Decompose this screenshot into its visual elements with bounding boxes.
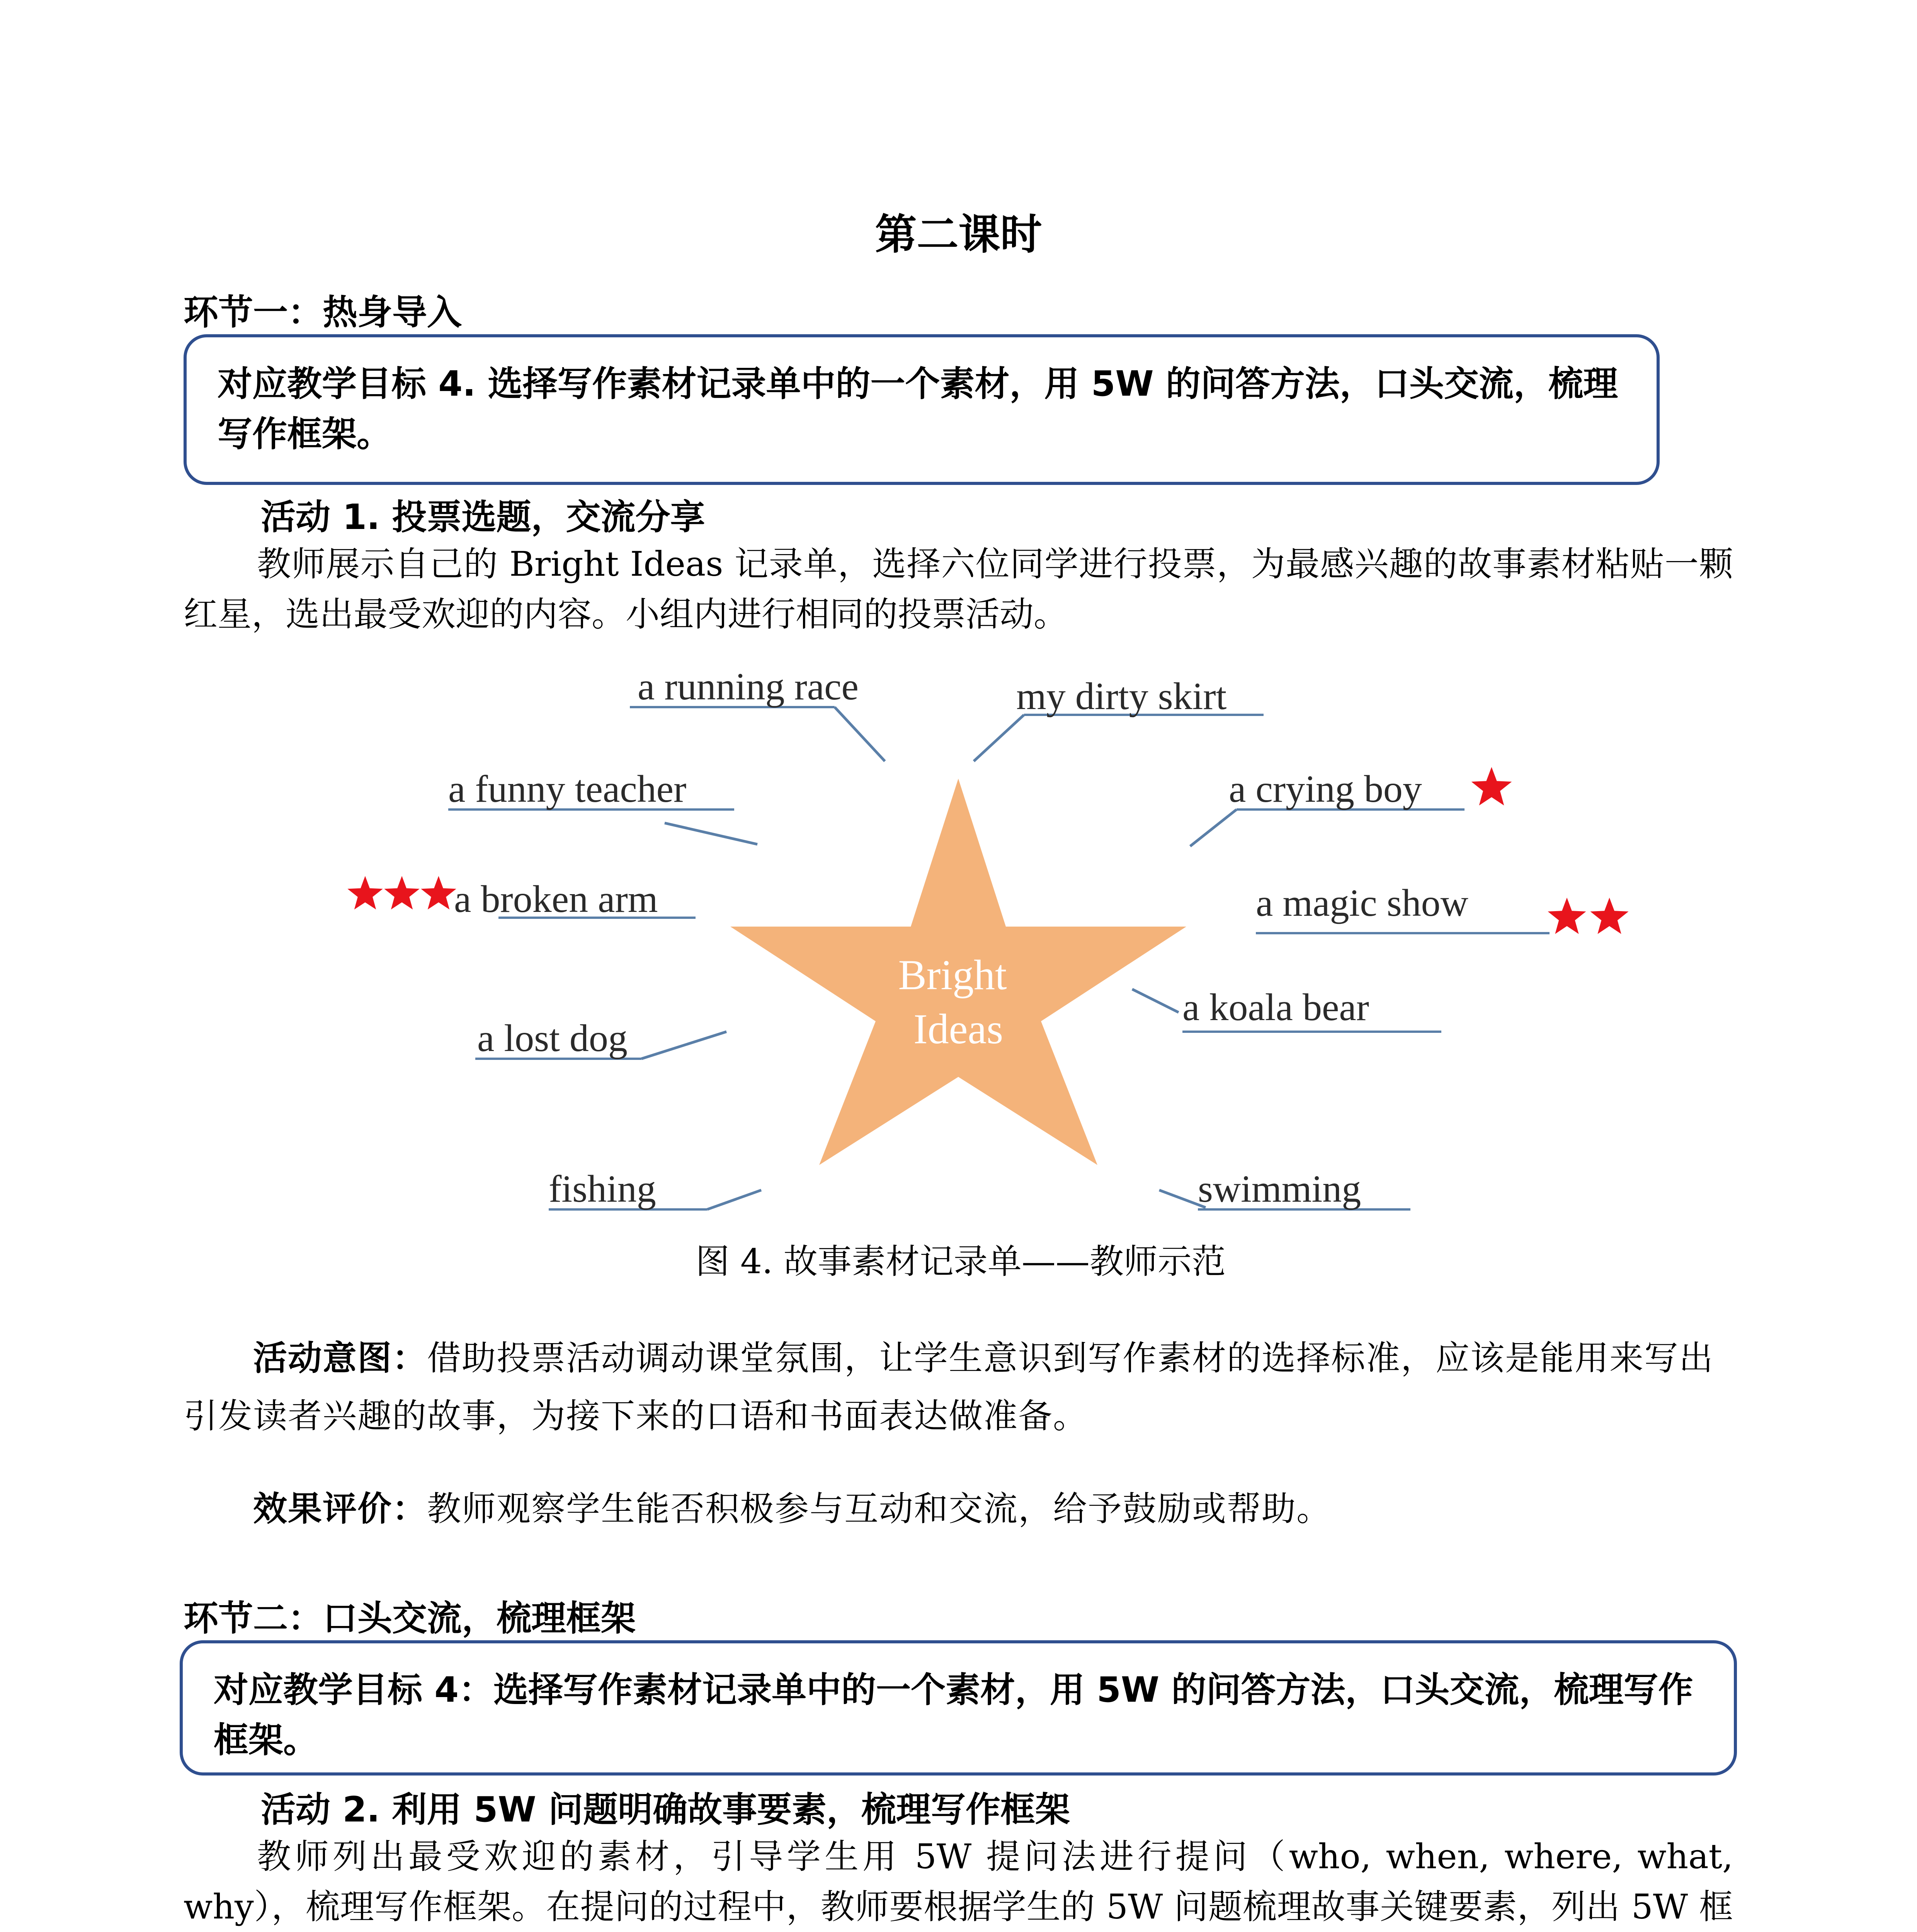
intent-text: 借助投票活动调动课堂氛围，让学生意识到写作素材的选择标准，应该是能用来写出引发读者兴趣的故事，为接下来的口语和书面表达做准备。: [184, 1338, 1714, 1436]
label-funny-teacher: a funny teacher: [448, 767, 687, 810]
vote-star-icon: [347, 876, 383, 910]
label-running-race: a running race: [638, 665, 859, 708]
evaluation-text: 教师观察学生能否积极参与互动和交流，给予鼓励或帮助。: [427, 1489, 1332, 1529]
bright-ideas-figure: [0, 649, 1917, 1298]
activity2-paragraph: 教师列出最受欢迎的素材，引导学生用 5W 提问法进行提问（who, when, where, what, why），梳理写作框架。在提问的过程中，教师要根据学生的 5W 问题梳理故事关键要素，列出 5W 框: [184, 1837, 1733, 1927]
label-lost-dog: a lost dog: [477, 1017, 628, 1060]
connector-koala-bear: [1132, 989, 1179, 1012]
vote-star-icon: [421, 876, 456, 910]
intent-label: 活动意图：: [253, 1338, 427, 1378]
label-broken-arm: a broken arm: [454, 878, 658, 920]
label-magic-show: a magic show: [1256, 881, 1468, 924]
activity1-title: 活动 1. 投票选题，交流分享: [261, 497, 705, 537]
activity2-title: 活动 2. 利用 5W 问题明确故事要素，梳理写作框架: [261, 1789, 1070, 1830]
star-center-line2: Ideas: [913, 1005, 1004, 1053]
connector-dirty-skirt: [974, 715, 1024, 761]
section2-goal-text: 对应教学目标 4：选择写作素材记录单中的一个素材，用 5W 的问答方法，口头交流，梳理写作框架。: [214, 1670, 1693, 1760]
section1-heading: 环节一：热身导入: [184, 292, 462, 333]
label-swimming: swimming: [1198, 1167, 1361, 1210]
section1-goal-box: [184, 334, 1660, 485]
section2-goal-box: [180, 1640, 1737, 1776]
section2-heading: 环节二：口头交流，梳理框架: [184, 1598, 636, 1639]
connector-fishing: [707, 1190, 761, 1209]
connector-funny-teacher: [665, 823, 757, 844]
connector-crying-boy: [1190, 810, 1237, 846]
vote-star-icon: [1471, 767, 1512, 806]
label-crying-boy: a crying boy: [1229, 767, 1422, 810]
vote-star-icon: [1590, 898, 1629, 934]
vote-star-icon: [384, 876, 419, 910]
figure-caption: 图 4. 故事素材记录单——教师示范: [696, 1242, 1226, 1281]
activity1-paragraph: 教师展示自己的 Bright Ideas 记录单，选择六位同学进行投票，为最感兴趣的故事素材粘贴一颗红星，选出最受欢迎的内容。小组内进行相同的投票活动。: [184, 544, 1733, 634]
label-koala-bear: a koala bear: [1182, 986, 1369, 1029]
page-title: 第二课时: [875, 211, 1042, 259]
evaluation-label: 效果评价：: [253, 1489, 427, 1529]
effect-evaluation: [184, 1480, 1725, 1538]
label-fishing: fishing: [549, 1167, 656, 1210]
section1-goal-text: 对应教学目标 4. 选择写作素材记录单中的一个素材，用 5W 的问答方法，口头交流，梳理写作框架。: [218, 364, 1618, 454]
activity-intent: [184, 1329, 1725, 1445]
vote-star-icon: [1548, 898, 1586, 934]
star-center-line1: Bright: [898, 951, 1007, 998]
connector-running-race: [835, 707, 885, 761]
label-dirty-skirt: my dirty skirt: [1016, 675, 1227, 718]
connector-lost-dog: [641, 1032, 726, 1059]
